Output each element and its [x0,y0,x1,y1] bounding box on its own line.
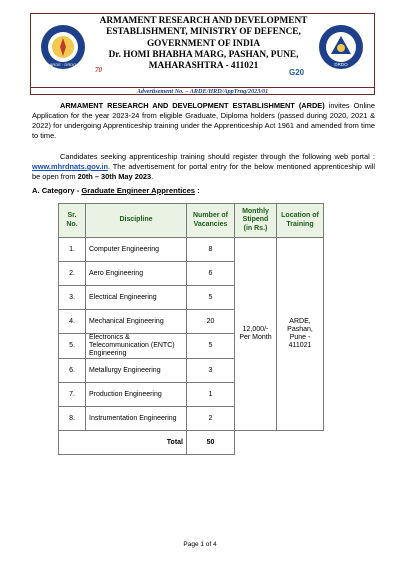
location-cell: ARDE, Pashan, Pune - 411021 [277,238,324,431]
intro-paragraph [32,101,375,141]
left-logo-text: ARDE · DRDO [49,62,77,67]
g20-logo: G20 [289,68,305,77]
header-location: Location of Training [277,204,324,238]
table-row: 3. Electrical Engineering 5 [59,286,324,310]
portal-link[interactable]: www.mhrdnats.gov.in [32,162,108,171]
header-discipline: Discipline [86,204,187,238]
header-sr-no: Sr. No. [59,204,86,238]
registration-text-a: Candidates seeking apprenticeship training should register through the following web portal : [60,152,375,161]
drdo-emblem-icon [318,24,364,70]
table-row: 1. Computer Engineering 8 12,000/- Per Month ARDE, Pashan, Pune - 411021 [59,238,324,262]
table-row: 4. Mechanical Engineering 20 [59,310,324,334]
category-heading: A. Category - Graduate Engineer Apprentices : [32,186,200,195]
header-line-2: ESTABLISHMENT, MINISTRY OF DEFENCE, [106,27,301,38]
table-row: 7. Production Engineering 1 [59,383,324,407]
advertisement-number: Advertisement No. – ARDE/HRD/AppTrng/2023/01 [31,87,374,96]
letterhead [30,13,375,95]
table-row: 5. Electronics & Telecommunication (ENTC) Engineering 5 [59,334,324,359]
org-name: ARMAMENT RESEARCH AND DEVELOPMENT ESTABLISHMENT (ARDE) [60,101,325,110]
table-row: 2. Aero Engineering 6 [59,262,324,286]
header-line-5: MAHARASHTRA - 411021 [148,61,259,72]
table-header-row [59,204,324,238]
header-vacancies: Number of Vacancies [187,204,235,238]
registration-paragraph: Candidates seeking apprenticeship training should register through the following web portal : www.mhrdnats.gov.in. The advertisement for portal entry for the below mentioned apprenticeship will be open from 20th – 30th May 2023. [32,152,375,181]
seventy-years-badge: 70 [95,66,102,74]
vacancy-table [58,203,324,455]
total-row [59,431,324,455]
header-line-3: GOVERNMENT OF INDIA [146,38,261,49]
open-dates: 20th – 30th May 2023 [77,172,152,181]
category-name: Graduate Engineer Apprentices [81,186,196,195]
total-label: Total [59,431,187,455]
right-logo-text: DRDO [334,62,348,67]
table-row: 6. Metallurgy Engineering 3 [59,359,324,383]
intro-text: invites Online Application for the year 2023-24 from eligible Graduate, Diploma holders (passed during 2020, 2021 & 2022) for undergoing Apprenticeship training under the Apprenticeship Act 1961 and amended from time to time. [32,101,375,140]
table-row: 8. Instrumentation Engineering 2 [59,407,324,431]
registration-text-b: . The advertisement for portal entry for the below mentioned apprenticeship will be open from [32,162,375,181]
arde-emblem-icon [40,24,86,70]
header-line-4: Dr. HOMI BHABHA MARG, PASHAN, PUNE, [108,49,299,60]
total-value: 50 [187,431,235,455]
stipend-cell: 12,000/- Per Month [235,238,277,431]
establishment-address [91,16,316,72]
header-stipend: Monthly Stipend (in Rs.) [235,204,277,238]
page-number: Page 1 of 4 [183,541,217,548]
header-line-1: ARMAMENT RESEARCH AND DEVELOPMENT [99,16,308,26]
